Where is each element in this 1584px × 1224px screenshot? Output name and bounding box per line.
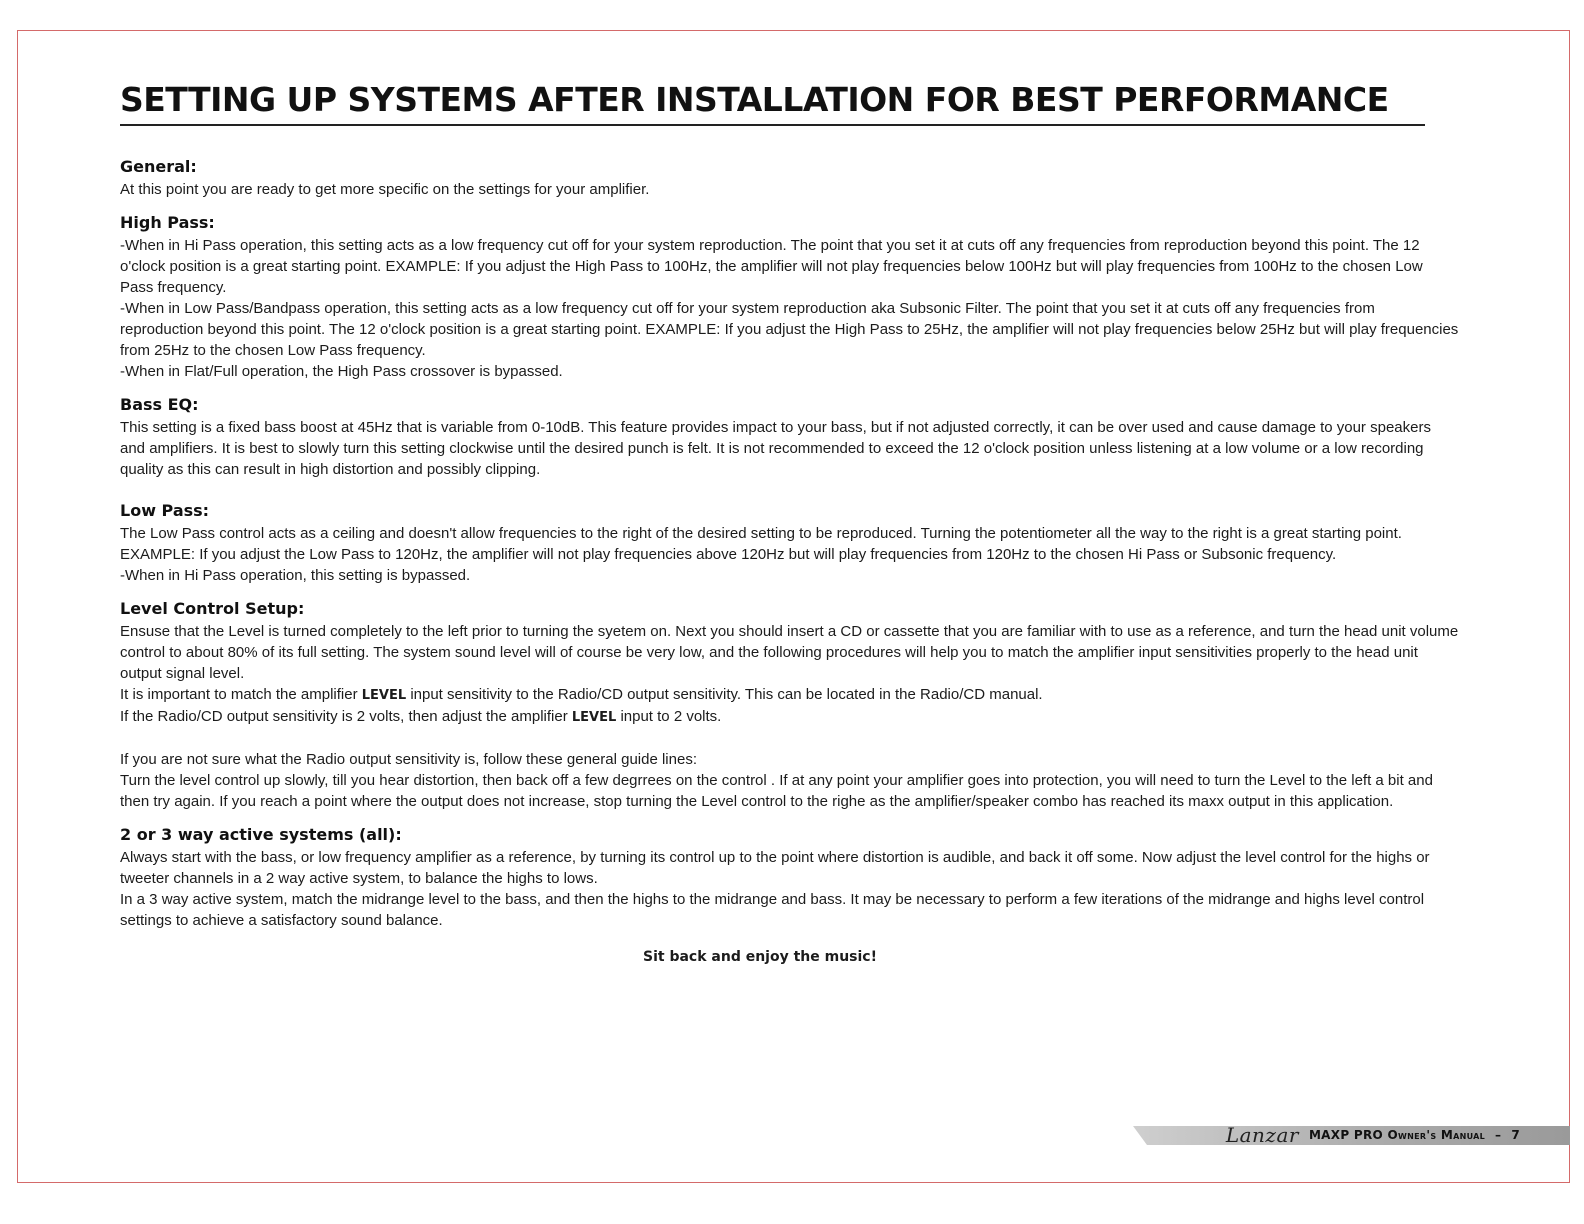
level-p2-after: input sensitivity to the Radio/CD output sensitivity. This can be located in the Radio/CD manual. (406, 686, 1043, 703)
active-systems-paragraph-1: Always start with the bass, or low frequency amplifier as a reference, by turning its control up to the point where distortion is audible, and back it off some. Now adjust the level control for the highs or tweeter channels in a 2 way active system, to balance the highs to lows. (120, 849, 1430, 887)
level-control-heading: Level Control Setup: (120, 599, 305, 618)
section-active-systems (120, 824, 1460, 931)
bass-eq-heading: Bass EQ: (120, 395, 199, 414)
level-p3-before: If the Radio/CD output sensitivity is 2 volts, then adjust the amplifier (120, 708, 572, 725)
general-heading: General: (120, 157, 197, 176)
section-general (120, 156, 1460, 200)
paragraph-gap (120, 728, 1460, 749)
high-pass-paragraph-1: -When in Hi Pass operation, this setting acts as a low frequency cut off for your system reproduction. The point that you set it at cuts off any frequencies from reproduction beyond this point. The 12 o'clock position is a great starting point. EXAMPLE: If you adjust the High Pass to 100Hz, the amplifier will not play frequencies below 100Hz but will play frequencies from 100Hz to the chosen Low Pass frequency. (120, 237, 1423, 296)
level-p3-after: input to 2 volts. (616, 708, 722, 725)
section-high-pass (120, 212, 1460, 382)
page-number: 7 (1511, 1128, 1520, 1142)
section-level-control (120, 598, 1460, 812)
level-p2-before: It is important to match the amplifier (120, 686, 362, 703)
section-low-pass (120, 500, 1460, 586)
brand-logo: Lanzar (1225, 1123, 1299, 1147)
closing-line: Sit back and enjoy the music! (643, 949, 877, 965)
general-text: At this point you are ready to get more specific on the settings for your amplifier. (120, 181, 650, 198)
active-systems-paragraph-2: In a 3 way active system, match the midrange level to the bass, and then the highs to the midrange and bass. It may be necessary to perform a few iterations of the midrange and highs level control settings to achieve a satisfactory sound balance. (120, 891, 1425, 929)
level-control-paragraph-4: If you are not sure what the Radio output sensitivity is, follow these general guide lines: (120, 751, 697, 768)
low-pass-paragraph-2: -When in Hi Pass operation, this setting is bypassed. (120, 567, 471, 584)
page-footer (1180, 1124, 1520, 1146)
high-pass-heading: High Pass: (120, 213, 215, 232)
level-control-paragraph-1: Ensuse that the Level is turned completely to the left prior to turning the syetem on. Next you should insert a CD or cassette that you are familiar with to use as a reference, and turn the head unit volume control to about 80% of its full setting. The system sound level will of course be very low, and the following procedures will help you to match the amplifier input sensitivities properly to the head unit output signal level. (120, 623, 1459, 682)
section-bass-eq (120, 394, 1460, 480)
level-keyword: LEVEL (571, 710, 617, 725)
level-keyword: LEVEL (361, 688, 407, 703)
high-pass-paragraph-3: -When in Flat/Full operation, the High Pass crossover is bypassed. (120, 363, 563, 380)
manual-name: MAXP PRO Owner's Manual (1308, 1128, 1486, 1142)
low-pass-paragraph-1: The Low Pass control acts as a ceiling and doesn't allow frequencies to the right of the desired setting to be reproduced. Turning the potentiometer all the way to the right is a great starting point. EXAMPLE: If you adjust the Low Pass to 120Hz, the amplifier will not play frequencies above 120Hz but will play frequencies from 120Hz to the chosen Hi Pass or Subsonic frequency. (120, 525, 1402, 563)
bass-eq-text: This setting is a fixed bass boost at 45Hz that is variable from 0-10dB. This feature provides impact to your bass, but if not adjusted correctly, it can be over used and cause damage to your speakers and amplifiers. It is best to slowly turn this setting clockwise until the desired punch is felt. It is not recommended to exceed the 12 o'clock position unless listening at a low volume or a low recording quality as this can result in high distortion and possibly clipping. (120, 419, 1431, 478)
page-title: SETTING UP SYSTEMS AFTER INSTALLATION FOR BEST PERFORMANCE (120, 80, 1425, 126)
level-control-paragraph-5: Turn the level control up slowly, till you hear distortion, then back off a few degrrees on the control . If at any point your amplifier goes into protection, you will need to turn the Level to the left a bit and then try again. If you reach a point where the output does not increase, stop turning the Level control to the righe as the amplifier/speaker combo has reached its maxx output in this application. (120, 772, 1433, 810)
level-control-paragraph-2 (120, 684, 1460, 706)
active-systems-heading: 2 or 3 way active systems (all): (120, 825, 402, 844)
high-pass-paragraph-2: -When in Low Pass/Bandpass operation, this setting acts as a low frequency cut off for your system reproduction aka Subsonic Filter. The point that you set it at cuts off any frequencies from reproduction beyond this point. The 12 o'clock position is a great starting point. EXAMPLE: If you adjust the High Pass to 25Hz, the amplifier will not play frequencies below 25Hz but will play frequencies from 25Hz to the chosen Low Pass frequency. (120, 300, 1459, 359)
footer-separator: – (1495, 1128, 1502, 1142)
manual-content (120, 156, 1460, 968)
low-pass-heading: Low Pass: (120, 501, 210, 520)
level-control-paragraph-3 (120, 706, 1460, 728)
